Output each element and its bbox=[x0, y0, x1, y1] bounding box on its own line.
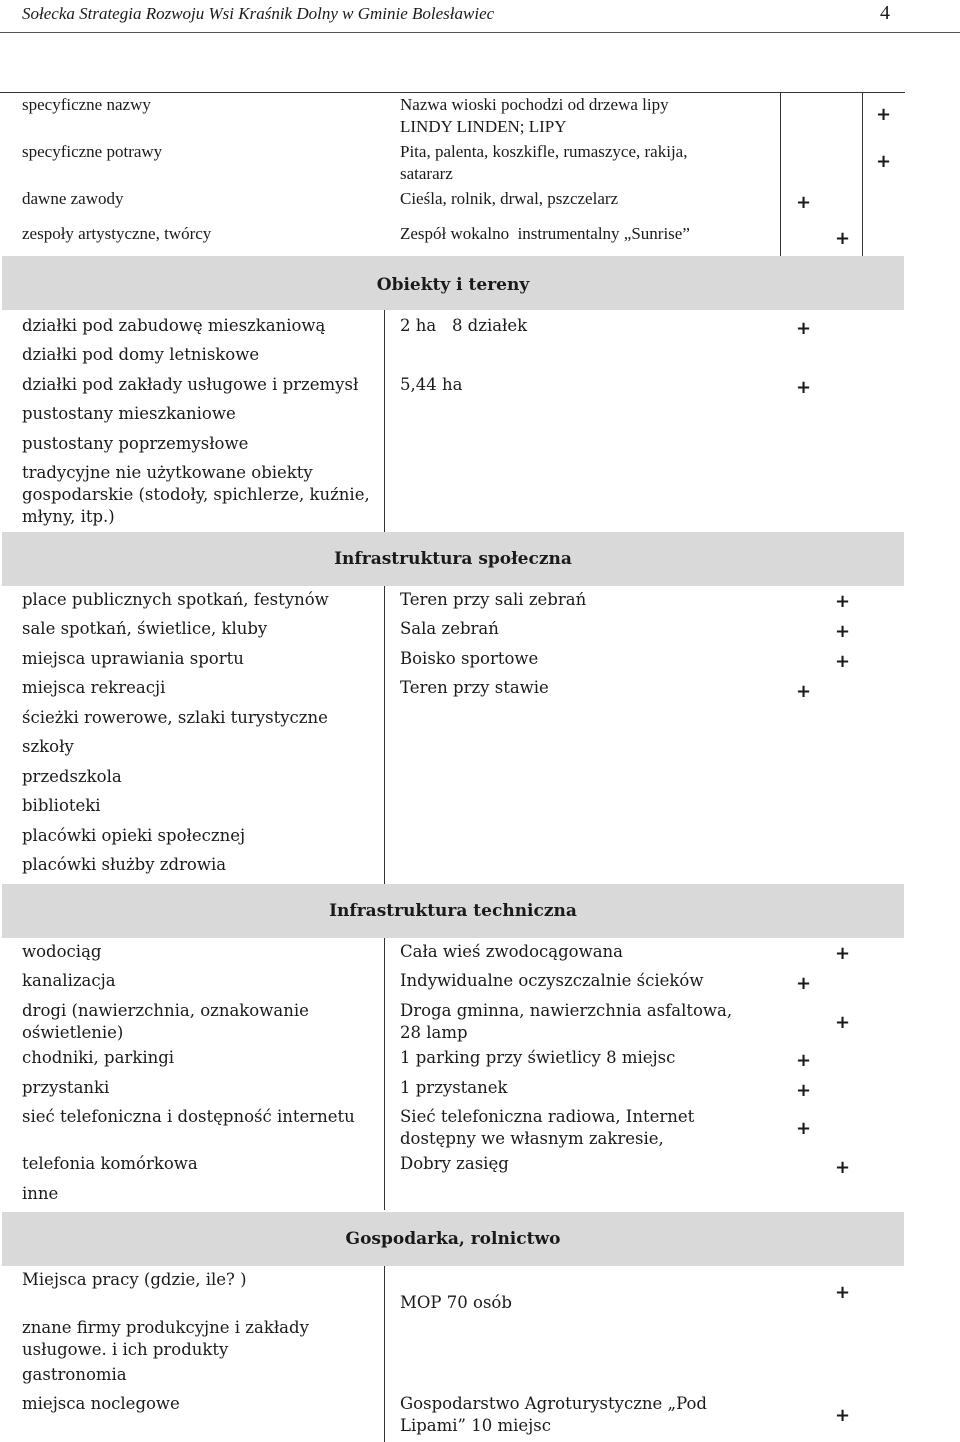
row-value-zespoly: Zespół wokalno instrumentalny „Sunrise” bbox=[400, 224, 690, 243]
row-label: Miejsca pracy (gdzie, ile? ) bbox=[22, 1270, 247, 1289]
row-label: sieć telefoniczna i dostępność internetu bbox=[22, 1107, 355, 1126]
row-label: placówki opieki społecznej bbox=[22, 826, 246, 845]
table-border bbox=[384, 938, 385, 1210]
row-label: chodniki, parkingi bbox=[22, 1048, 175, 1067]
row-label: miejsca rekreacji bbox=[22, 678, 166, 697]
row-label: drogi (nawierzchnia, oznakowanie oświetlenie) bbox=[22, 1001, 309, 1042]
row-label-specyficzne-nazwy: specyficzne nazwy bbox=[22, 95, 151, 114]
plus-mark: + bbox=[835, 228, 851, 249]
plus-mark: + bbox=[835, 1157, 851, 1178]
row-value: MOP 70 osób bbox=[400, 1293, 512, 1312]
table-border bbox=[0, 92, 905, 93]
row-label-specyficzne-potrawy: specyficzne potrawy bbox=[22, 142, 163, 161]
row-label: znane firmy produkcyjne i zakłady usługowe. i ich produkty bbox=[22, 1318, 309, 1359]
row-label: pustostany poprzemysłowe bbox=[22, 434, 249, 453]
table-border bbox=[384, 310, 385, 532]
row-value: Dobry zasięg bbox=[400, 1154, 509, 1173]
plus-mark: + bbox=[796, 973, 812, 994]
row-value: Sala zebrań bbox=[400, 619, 499, 638]
row-label: miejsca uprawiania sportu bbox=[22, 649, 244, 668]
row-value: Cała wieś zwodocągowana bbox=[400, 942, 624, 961]
row-value-dawne-zawody: Cieśla, rolnik, drwal, pszczelarz bbox=[400, 189, 619, 208]
plus-mark: + bbox=[876, 151, 892, 172]
row-label: działki pod domy letniskowe bbox=[22, 345, 260, 364]
section-header-gospodarka: Gospodarka, rolnictwo bbox=[2, 1212, 904, 1266]
row-label: gastronomia bbox=[22, 1365, 127, 1384]
row-label: kanalizacja bbox=[22, 971, 116, 990]
row-label: szkoły bbox=[22, 737, 74, 756]
row-label: przystanki bbox=[22, 1078, 110, 1097]
row-label-dawne-zawody: dawne zawody bbox=[22, 189, 124, 208]
row-label: tradycyjne nie użytkowane obiekty gospodarskie (stodoły, spichlerze, kuźnie, młyny, itp.) bbox=[22, 463, 370, 526]
row-value: Sieć telefoniczna radiowa, Internet dostępny we własnym zakresie, bbox=[400, 1107, 695, 1148]
row-label: telefonia komórkowa bbox=[22, 1154, 198, 1173]
row-value: 5,44 ha bbox=[400, 375, 463, 394]
plus-mark: + bbox=[796, 1050, 812, 1071]
plus-mark: + bbox=[835, 591, 851, 612]
row-value: 1 przystanek bbox=[400, 1078, 508, 1097]
plus-mark: + bbox=[835, 1012, 851, 1033]
plus-mark: + bbox=[835, 943, 851, 964]
row-value: Indywidualne oczyszczalnie ścieków bbox=[400, 971, 704, 990]
row-value: Gospodarstwo Agroturystyczne „Pod Lipami” 10 miejsc bbox=[400, 1394, 707, 1435]
row-value: 1 parking przy świetlicy 8 miejsc bbox=[400, 1048, 676, 1067]
plus-mark: + bbox=[796, 318, 812, 339]
row-label: pustostany mieszkaniowe bbox=[22, 404, 236, 423]
row-value: 2 ha 8 działek bbox=[400, 316, 528, 335]
row-label: działki pod zabudowę mieszkaniową bbox=[22, 316, 326, 335]
plus-mark: + bbox=[835, 1405, 851, 1426]
plus-mark: + bbox=[876, 104, 892, 125]
row-label: ścieżki rowerowe, szlaki turystyczne bbox=[22, 708, 328, 727]
row-label-zespoly: zespoły artystyczne, twórcy bbox=[22, 224, 212, 243]
plus-mark: + bbox=[796, 681, 812, 702]
row-label: wodociąg bbox=[22, 942, 102, 961]
row-label: działki pod zakłady usługowe i przemysł bbox=[22, 375, 359, 394]
table-border bbox=[862, 92, 863, 256]
row-value: Droga gminna, nawierzchnia asfaltowa, 28 lamp bbox=[400, 1001, 733, 1042]
row-label: place publicznych spotkań, festynów bbox=[22, 590, 329, 609]
section-header-techniczna: Infrastruktura techniczna bbox=[2, 884, 904, 938]
row-label: placówki służby zdrowia bbox=[22, 855, 227, 874]
page-number: 4 bbox=[880, 2, 890, 24]
plus-mark: + bbox=[796, 377, 812, 398]
plus-mark: + bbox=[835, 651, 851, 672]
section-header-spoleczna: Infrastruktura społeczna bbox=[2, 532, 904, 586]
row-value: Boisko sportowe bbox=[400, 649, 539, 668]
row-value-specyficzne-potrawy: Pita, palenta, koszkifle, rumaszyce, rakija, satararz bbox=[400, 142, 688, 183]
section-header-obiekty: Obiekty i tereny bbox=[2, 256, 904, 310]
row-value-specyficzne-nazwy: Nazwa wioski pochodzi od drzewa lipy LINDY LINDEN; LIPY bbox=[400, 95, 669, 136]
row-label: sale spotkań, świetlice, kluby bbox=[22, 619, 268, 638]
row-label: miejsca noclegowe bbox=[22, 1394, 180, 1413]
document-title: Sołecka Strategia Rozwoju Wsi Kraśnik Dolny w Gminie Bolesławiec bbox=[22, 4, 495, 23]
plus-mark: + bbox=[796, 192, 812, 213]
plus-mark: + bbox=[835, 621, 851, 642]
plus-mark: + bbox=[796, 1118, 812, 1139]
table-border bbox=[384, 1266, 385, 1442]
row-label: przedszkola bbox=[22, 767, 122, 786]
plus-mark: + bbox=[835, 1282, 851, 1303]
table-border bbox=[384, 586, 385, 884]
row-label: inne bbox=[22, 1184, 59, 1203]
row-value: Teren przy sali zebrań bbox=[400, 590, 587, 609]
row-value: Teren przy stawie bbox=[400, 678, 549, 697]
row-label: biblioteki bbox=[22, 796, 101, 815]
plus-mark: + bbox=[796, 1080, 812, 1101]
